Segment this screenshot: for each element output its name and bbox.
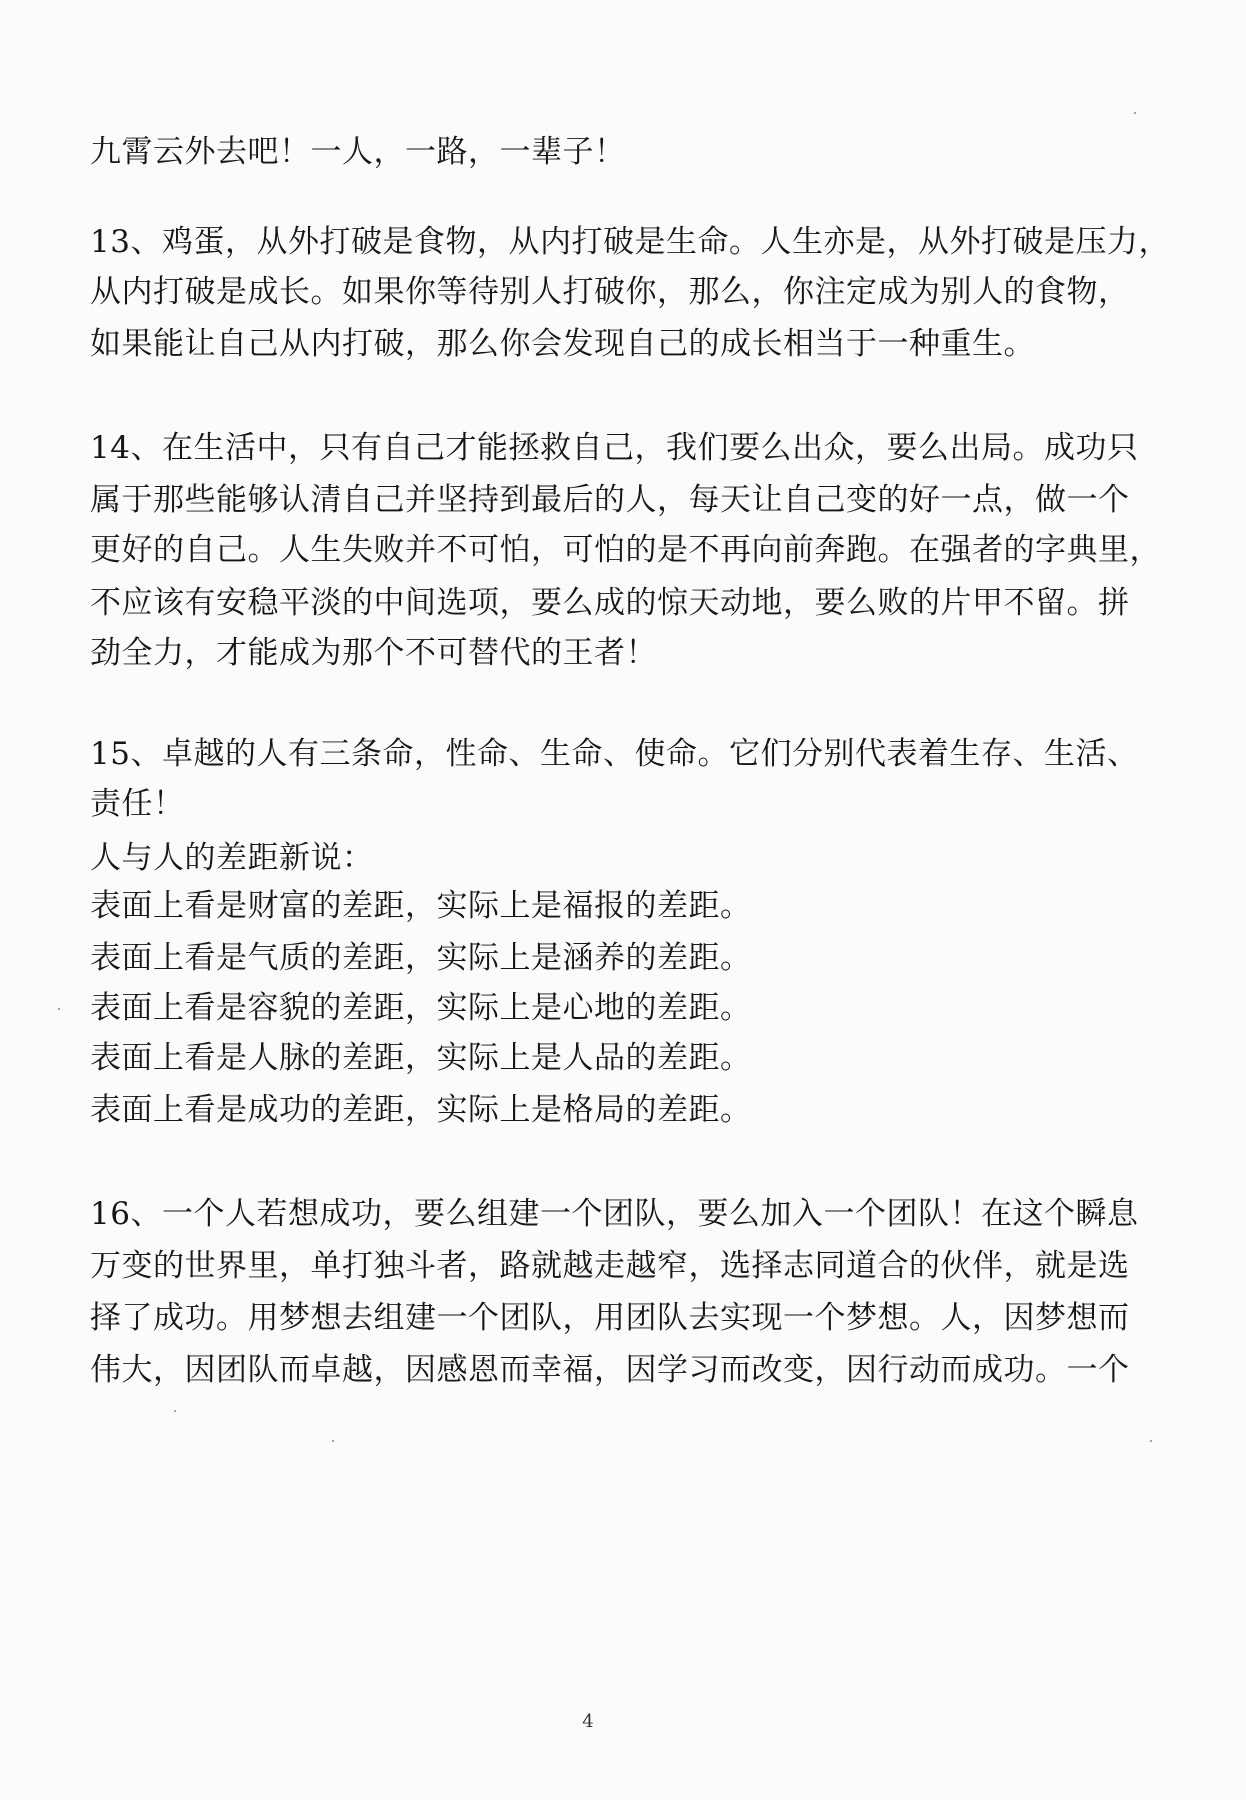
paragraph-13-line-2: 从内打破是成长。如果你等待别人打破你，那么，你注定成为别人的食物， (90, 274, 1130, 310)
gap-item-5: 表面上看是成功的差距，实际上是格局的差距。 (90, 1092, 752, 1128)
gap-heading: 人与人的差距新说： (90, 840, 374, 876)
paragraph-16-line-1: 16、一个人若想成功，要么组建一个团队，要么加入一个团队！在这个瞬息 (90, 1196, 1139, 1232)
paragraph-14-line-4: 不应该有安稳平淡的中间选项，要么成的惊天动地，要么败的片甲不留。拼 (90, 585, 1130, 621)
gap-item-3: 表面上看是容貌的差距，实际上是心地的差距。 (90, 990, 752, 1026)
scan-speck (332, 1440, 334, 1442)
paragraph-14-line-2: 属于那些能够认清自己并坚持到最后的人，每天让自己变的好一点，做一个 (90, 482, 1130, 518)
paragraph-16-line-4: 伟大，因团队而卓越，因感恩而幸福，因学习而改变，因行动而成功。一个 (90, 1352, 1130, 1388)
paragraph-16-line-3: 择了成功。用梦想去组建一个团队，用团队去实现一个梦想。人，因梦想而 (90, 1300, 1130, 1336)
scan-speck (58, 1008, 60, 1010)
paragraph-14-line-3: 更好的自己。人生失败并不可怕，可怕的是不再向前奔跑。在强者的字典里， (90, 532, 1161, 568)
scan-speck (1150, 1440, 1152, 1442)
scan-speck (174, 1410, 176, 1412)
scan-speck (1134, 112, 1136, 114)
paragraph-13-line-1: 13、鸡蛋，从外打破是食物，从内打破是生命。人生亦是，从外打破是压力， (90, 224, 1170, 260)
paragraph-16-line-2: 万变的世界里，单打独斗者，路就越走越窄，选择志同道合的伙伴，就是选 (90, 1248, 1130, 1284)
paragraph-13-line-3: 如果能让自己从内打破，那么你会发现自己的成长相当于一种重生。 (90, 326, 1035, 362)
paragraph-14-line-1: 14、在生活中，只有自己才能拯救自己，我们要么出众，要么出局。成功只 (90, 430, 1139, 466)
text-line-intro: 九霄云外去吧！一人，一路，一辈子！ (90, 134, 626, 170)
paragraph-15-line-1: 15、卓越的人有三条命，性命、生命、使命。它们分别代表着生存、生活、 (90, 736, 1139, 772)
paragraph-15-line-2: 责任！ (90, 786, 185, 822)
gap-item-1: 表面上看是财富的差距，实际上是福报的差距。 (90, 888, 752, 924)
gap-item-2: 表面上看是气质的差距，实际上是涵养的差距。 (90, 940, 752, 976)
gap-item-4: 表面上看是人脉的差距，实际上是人品的差距。 (90, 1040, 752, 1076)
paragraph-14-line-5: 劲全力，才能成为那个不可替代的王者！ (90, 635, 657, 671)
page-number: 4 (582, 1711, 594, 1732)
